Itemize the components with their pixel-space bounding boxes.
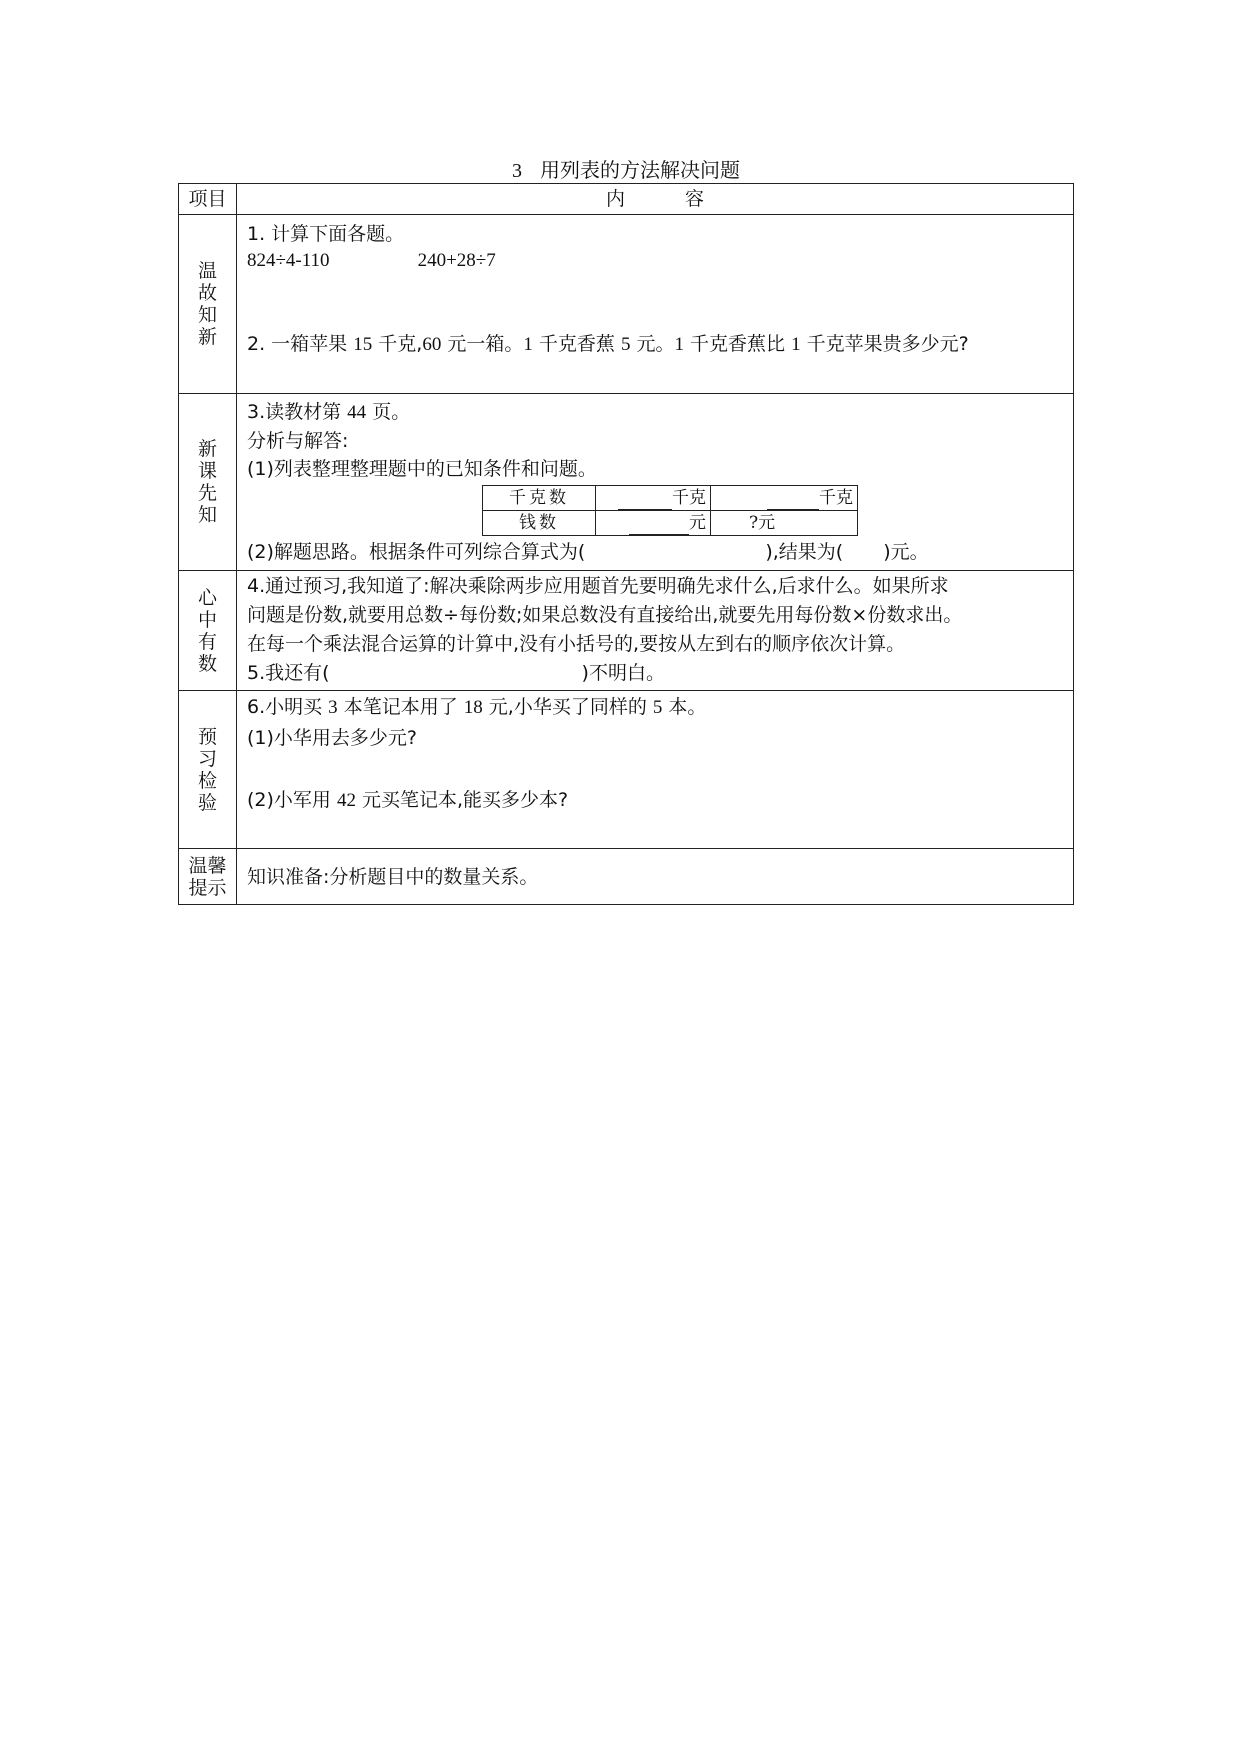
- section-content-check: [237, 691, 1074, 849]
- data-table: [482, 485, 858, 536]
- section-summary: [179, 571, 1074, 691]
- header-content: [237, 184, 1074, 215]
- section-label-tip: 温馨提示: [179, 849, 237, 905]
- worksheet-table: [178, 183, 1074, 905]
- section-label-summary: 心中有数: [179, 571, 237, 691]
- analysis-label: 分析与解答:: [247, 430, 349, 452]
- header-content-b: 容: [685, 188, 705, 210]
- question-3: 3.读教材第 44 页。: [247, 401, 411, 423]
- question-6-part-1: (1)小华用去多少元?: [247, 727, 417, 749]
- row-label-money: 钱数: [483, 511, 596, 536]
- calc-a: 824÷4-110: [247, 250, 330, 271]
- tip-text: 知识准备:分析题目中的数量关系。: [247, 865, 539, 888]
- weight-cell-1[interactable]: 千克: [596, 486, 711, 511]
- section-label-check: 预习检验: [179, 691, 237, 849]
- question-5: 5.我还有( )不明白。: [247, 662, 665, 684]
- header-label: 项目: [179, 184, 237, 215]
- question-4-line-3: 在每一个乘法混合运算的计算中,没有小括号的,要按从左到右的顺序依次计算。: [247, 633, 906, 655]
- section-content-summary: [237, 571, 1074, 691]
- question-2: 2. 一箱苹果 15 千克,60 元一箱。1 千克香蕉 5 元。1 千克香蕉比 1 千克苹果贵多少元?: [247, 333, 969, 355]
- part-1: (1)列表整理整理题中的已知条件和问题。: [247, 458, 597, 480]
- part-2: (2)解题思路。根据条件可列综合算式为( ),结果为( )元。: [247, 541, 929, 563]
- section-review: [179, 215, 1074, 394]
- section-content-newlesson: [237, 394, 1074, 571]
- data-table-row-money: [483, 511, 858, 536]
- calc-b: 240+28÷7: [417, 250, 496, 271]
- header-row: [179, 184, 1074, 215]
- data-table-row-weight: [483, 486, 858, 511]
- money-cell-1[interactable]: 元: [596, 511, 711, 536]
- question-4-line-2: 问题是份数,就要用总数÷每份数;如果总数没有直接给出,就要先用每份数×份数求出。: [247, 604, 963, 626]
- section-check: [179, 691, 1074, 849]
- question-4-line-1: 4.通过预习,我知道了:解决乘除两步应用题首先要明确先求什么,后求什么。如果所求: [247, 575, 949, 597]
- title-number: 3: [512, 160, 522, 182]
- row-label-weight: 千克数: [483, 486, 596, 511]
- question-6: 6.小明买 3 本笔记本用了 18 元,小华买了同样的 5 本。: [247, 696, 707, 718]
- section-newlesson: [179, 394, 1074, 571]
- section-label-newlesson: 新课先知: [179, 394, 237, 571]
- money-cell-2: ?元: [711, 511, 858, 536]
- page-title: [178, 154, 1074, 183]
- question-1: 1. 计算下面各题。: [247, 223, 405, 245]
- section-label-review: 温故知新: [179, 215, 237, 394]
- section-content-review: [237, 215, 1074, 394]
- question-6-part-2: (2)小军用 42 元买笔记本,能买多少本?: [247, 789, 569, 811]
- header-content-a: 内: [605, 188, 625, 210]
- title-text: 用列表的方法解决问题: [540, 158, 740, 182]
- weight-cell-2[interactable]: 千克: [711, 486, 858, 511]
- section-tip: [179, 849, 1074, 905]
- calc-row: [247, 249, 1063, 273]
- section-content-tip: [237, 849, 1074, 905]
